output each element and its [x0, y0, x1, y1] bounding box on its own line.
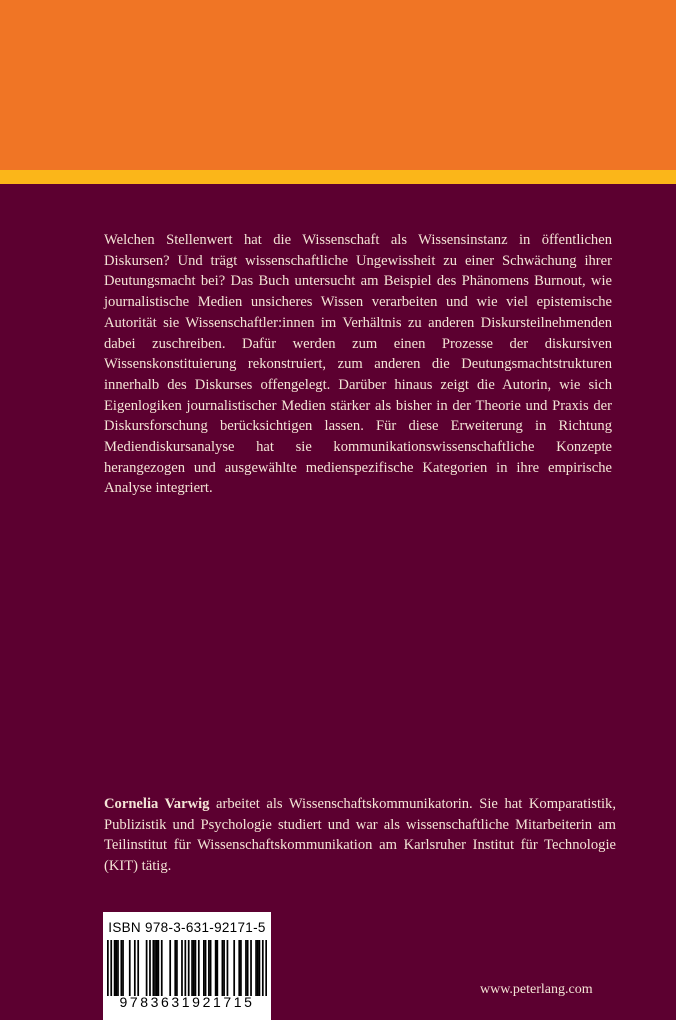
barcode-bar — [233, 940, 235, 996]
barcode-bar — [184, 940, 186, 996]
author-name: Cornelia Varwig — [104, 796, 210, 812]
isbn-barcode — [103, 912, 271, 1020]
barcode-bar — [198, 940, 200, 996]
barcode-bar — [250, 940, 252, 996]
barcode-bar — [245, 940, 247, 996]
barcode-bar — [205, 940, 207, 996]
barcode-bar — [222, 940, 224, 996]
top-color-band — [0, 0, 676, 170]
barcode-bar — [129, 940, 131, 996]
barcode-bar — [152, 940, 154, 996]
barcode-bar — [161, 940, 163, 996]
barcode-bar — [238, 940, 240, 996]
barcode-bar — [203, 940, 205, 996]
barcode-bar — [265, 940, 267, 996]
barcode-bar — [176, 940, 178, 996]
barcode-bar — [262, 940, 264, 996]
barcode-bar — [247, 940, 249, 996]
barcode-bar — [107, 940, 109, 996]
barcode-bar — [110, 940, 112, 996]
barcode-bar — [120, 940, 122, 996]
barcode-bar — [137, 940, 139, 996]
author-bio — [104, 794, 616, 877]
barcode-bar — [181, 940, 183, 996]
publisher-url[interactable]: www.peterlang.com — [480, 982, 593, 997]
barcode-bar — [188, 940, 190, 996]
barcode-bar — [154, 940, 156, 996]
barcode-bar — [174, 940, 176, 996]
barcode-bar — [114, 940, 116, 996]
barcode-bar — [227, 940, 229, 996]
barcode-bar — [191, 940, 193, 996]
accent-strip — [0, 170, 676, 184]
barcode-bar — [149, 940, 151, 996]
barcode-bar — [255, 940, 257, 996]
barcode-bar — [134, 940, 136, 996]
barcode-bar — [210, 940, 212, 996]
barcode-bars — [107, 940, 267, 996]
barcode-bar — [216, 940, 218, 996]
barcode-bar — [115, 940, 117, 996]
barcode-bar — [257, 940, 259, 996]
barcode-bar — [240, 940, 242, 996]
barcode-bar — [195, 940, 197, 996]
barcode-bar — [122, 940, 124, 996]
barcode-bar — [193, 940, 195, 996]
barcode-bar — [223, 940, 225, 996]
barcode-bar — [215, 940, 217, 996]
barcode-bar — [169, 940, 171, 996]
barcode-bar — [117, 940, 119, 996]
barcode-bar — [158, 940, 160, 996]
barcode-bar — [156, 940, 158, 996]
barcode-bar — [146, 940, 148, 996]
barcode-bar — [208, 940, 210, 996]
author-bio-text: arbeitet als Wissenschaftskommunikatorin. Sie hat Komparatistik, Publizistik und Psychologie studiert und war als wissenschaftliche Mitarbeiterin am Teilinstitut für Wissenschaftskommunikation am Karlsruher Institut für Technologie (KIT) tätig. — [104, 796, 617, 875]
barcode-digits: 9783631921715 — [119, 994, 255, 1010]
barcode-bar — [259, 940, 261, 996]
book-blurb: Welchen Stellenwert hat die Wissenschaft als Wissensinstanz in öffentlichen Diskursen? Und trägt wissenschaftliche Ungewissheit zu einer Schwächung ihrer Deutungsmacht bei? Das Buch untersucht am Beispiel des Phänomens Burnout, wie journalistische Medien unsicheres Wissen verarbeiten und wie viel epistemische Autorität sie Wissenschaftler:innen im Verhältnis zu anderen Diskursteilnehmenden dabei zuschreiben. Dafür werden zum einen Prozesse der diskursiven Wissenskonstituierung rekonstruiert, zum anderen die Deutungsmachtstrukturen innerhalb des Diskurses offengelegt. Darüber hinaus zeigt die Autorin, wie sich Eigenlogiken journalistischer Medien stärker als bisher in der Theorie und Praxis der Diskursforschung berücksichtigen lassen. Für diese Erweiterung in Richtung Mediendiskursanalyse hat sie kommunikationswissenschaftliche Konzepte herangezogen und ausgewählte medienspezifische Kategorien in ihre empirische Analyse integriert. — [104, 232, 612, 497]
isbn-label: ISBN 978-3-631-92171-5 — [108, 920, 266, 935]
